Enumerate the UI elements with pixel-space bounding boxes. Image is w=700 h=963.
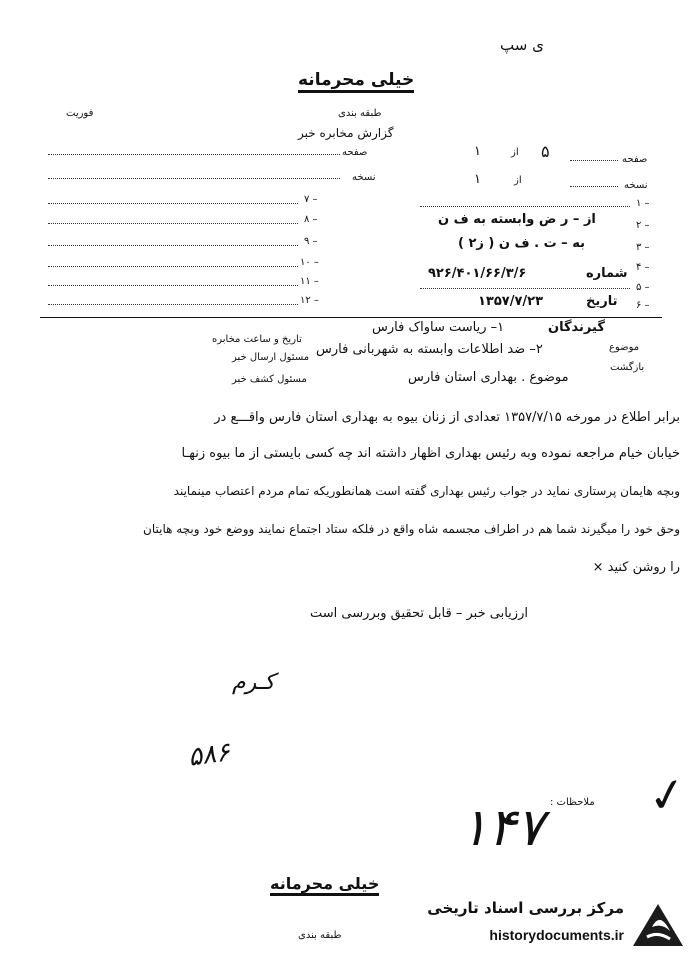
from-label-2: از (514, 175, 522, 186)
evaluation: ارزیابی خبر – قابل تحقیق وبررسی است (310, 606, 528, 621)
report-title: گزارش مخابره خبر (298, 126, 394, 140)
copy-label: نسخه (624, 180, 648, 191)
left-item-7: ۷ – (304, 194, 318, 205)
left-item-12: ۱۲ – (300, 295, 319, 306)
right-item-6: ۶ – (636, 300, 650, 311)
right-item-3: ۳ – (636, 242, 650, 253)
top-scribble: ی سپ (500, 36, 544, 54)
recipient-1: ۱– ریاست ساواک فارس (372, 320, 505, 335)
left-item-9: ۹ – (304, 236, 318, 247)
left-item-line (48, 223, 298, 224)
big-handwritten-number: ۱۴۷ (460, 798, 544, 858)
archive-logo-icon (630, 901, 686, 949)
left-item-8: ۸ – (304, 214, 318, 225)
left-item-11: ۱۱ – (300, 276, 319, 287)
page-label: صفحه (622, 154, 648, 165)
urgency-label: فوریت (66, 108, 94, 119)
footer-classification-caption: طبقه بندی (298, 930, 342, 941)
left-dotted-line (48, 178, 340, 179)
copy-value: ۱ (474, 172, 481, 187)
page-label-left: صفحه (342, 147, 368, 158)
watermark-url: historydocuments.ir (489, 927, 624, 943)
item6-value: ۱۳۵۷/۷/۲۳ (478, 294, 544, 309)
left-item-10: ۱۰ – (300, 257, 319, 268)
body-line-4: وحق خود را میگیرند شما هم در اطراف مجسمه شاه واقع در فلکه ستاد اجتماع نمایند ووضع خود وبچه هایتان (143, 522, 680, 536)
subject-label: موضوع (609, 342, 640, 353)
body-line-3: وبچه هایمان پرستاری نماید در جواب رئیس بهداری گفته است همانطوریکه تمام مردم اعتصاب مینمایند (173, 484, 680, 498)
classification-title: خیلی محرمانه (298, 70, 414, 93)
left-item-line (48, 203, 298, 204)
page-dots (570, 160, 618, 161)
handwritten-number: ۵۸۶ (186, 737, 232, 773)
item3-text: به – ت . ف ن ( ز۲ ) (458, 236, 585, 251)
sent-time-label: تاریخ و ساعت مخابره (212, 334, 302, 345)
back-label: بازگشت (610, 362, 645, 373)
page-value: ۱ (474, 144, 481, 159)
right-item-2: ۲ – (636, 220, 650, 231)
notes-label: ملاحظات : (550, 797, 595, 808)
body-line-1: برابر اطلاع در مورخه ۱۳۵۷/۷/۱۵ تعدادی از زنان بیوه به بهداری استان فارس واقـــع در (214, 410, 680, 425)
left-item-line (48, 285, 298, 286)
check-mark: ✓ (643, 765, 691, 825)
body-line-2: خیابان خیام مراجعه نموده وبه رئیس بهداری اظهار داشته اند چه کسی بایستی از ما بیوه زنهـا (181, 446, 680, 461)
left-item-line (48, 304, 298, 305)
right-item-line (420, 288, 630, 289)
item6-label: تاریخ (586, 294, 618, 309)
copy-label-left: نسخه (352, 172, 376, 183)
copy-dots (570, 186, 618, 187)
watermark (408, 893, 693, 957)
left-dotted-line (48, 154, 340, 155)
page-total: ۵ (541, 142, 550, 161)
left-item-line (48, 245, 298, 246)
form-separator (40, 317, 662, 318)
right-item-5: ۵ – (636, 282, 650, 293)
item4-label: شماره (586, 266, 628, 281)
from-label-1: از (511, 147, 519, 158)
resp-discover-label: مسئول کشف خبر (232, 374, 307, 385)
classification-caption: طبقه بندی (338, 108, 382, 119)
subject-line: موضوع . بهداری استان فارس (408, 370, 569, 385)
item4-value: ۹۲۶/۴۰۱/۶۶/۳/۶ (428, 266, 527, 281)
body-line-5: را روشن کنید × (592, 560, 680, 575)
right-item-4: ۴ – (636, 262, 650, 273)
left-item-line (48, 266, 298, 267)
recipient-2: ۲– ضد اطلاعات وابسته به شهربانی فارس (316, 342, 543, 357)
right-item-line (420, 206, 630, 207)
footer-classification-title: خیلی محرمانه (270, 874, 379, 896)
resp-send-label: مسئول ارسال خبر (232, 352, 310, 363)
signature: کـرم (232, 670, 275, 695)
watermark-title: مرکز بررسی اسناد تاریخی (427, 899, 624, 917)
recipients-label: گیرندگان (548, 320, 605, 335)
item2-text: از – ر ض وابسته به ف ن (438, 212, 596, 227)
right-item-1: ۱ – (636, 198, 650, 209)
